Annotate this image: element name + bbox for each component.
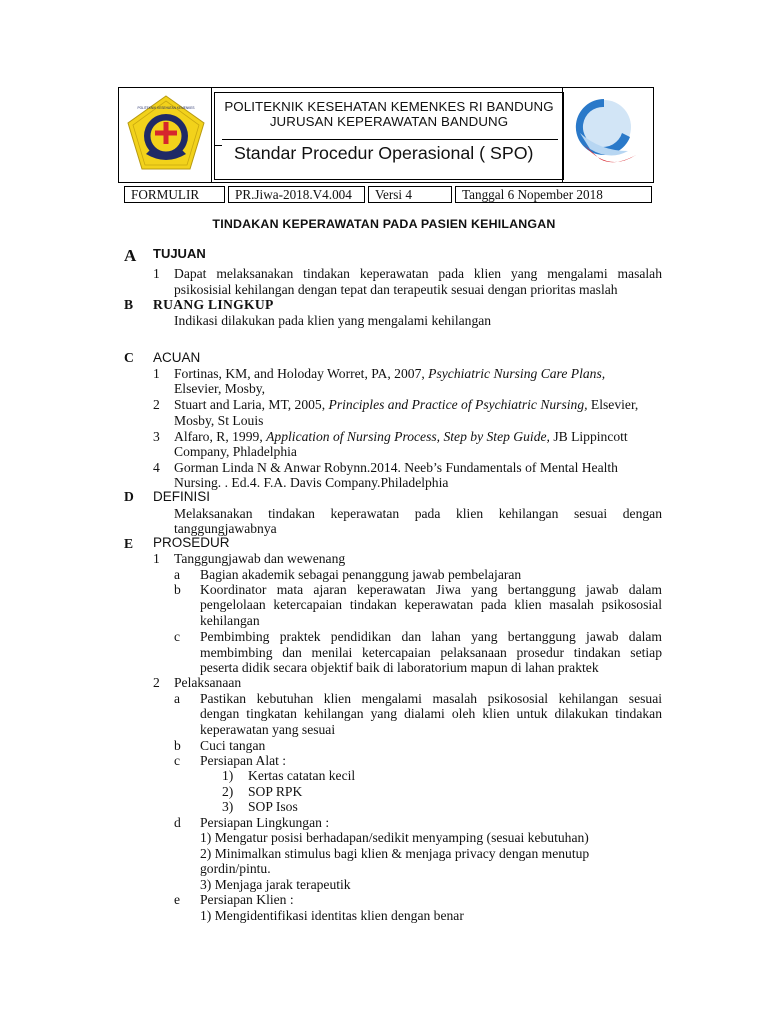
document-date: Tanggal 6 Nopember 2018	[455, 186, 652, 203]
text-line: keperawatan yang sesuai	[200, 722, 336, 737]
text-line: Melaksanakan tindakan keperawatan pada klien kehilangan sesuai dengan	[174, 506, 662, 521]
text-line: kehilangan	[200, 613, 260, 628]
reference-1	[174, 366, 605, 382]
ruang-lingkup-text: Indikasi dilakukan pada klien yang mengalami kehilangan	[174, 313, 492, 328]
ref-author: Fortinas, KM, and Holoday Worret, PA, 2007,	[174, 366, 429, 381]
tool-number: 1)	[222, 768, 234, 783]
reference-2-line2: Mosby, St Louis	[174, 413, 264, 428]
procedure-step-2: Pelaksanaan	[174, 675, 242, 690]
reference-2	[174, 397, 638, 413]
list-marker: c	[174, 753, 181, 768]
section-heading-prosedur: PROSEDUR	[153, 535, 230, 550]
text-line: gordin/pintu.	[200, 861, 271, 876]
text-line: Pastikan kebutuhan klien mengalami masalah psikososial kehilangan sesuai	[200, 691, 662, 706]
list-marker: a	[174, 567, 181, 582]
section-letter-b: B	[124, 297, 134, 312]
ref-publisher: JB Lippincott	[549, 429, 628, 444]
ref-publisher: Elsevier,	[587, 397, 639, 412]
text-line: tanggungjawabnya	[174, 521, 277, 536]
reference-3	[174, 429, 628, 445]
document-code: PR.Jiwa-2018.V4.004	[228, 186, 365, 203]
list-number: 4	[153, 460, 160, 475]
institution-name: POLITEKNIK KESEHATAN KEMENKES RI BANDUNG	[224, 99, 554, 114]
ref-author: Alfaro, R, 1999,	[174, 429, 267, 444]
list-number: 1	[153, 266, 160, 281]
document-title: TINDAKAN KEPERAWATAN PADA PASIEN KEHILANGAN	[212, 217, 556, 231]
tool-item: SOP Isos	[248, 799, 298, 814]
text-line-justified	[200, 706, 662, 722]
definisi-text	[174, 506, 662, 522]
ref-author: Stuart and Laria, MT, 2005,	[174, 397, 329, 412]
section-letter-e: E	[124, 536, 134, 551]
reference-4	[174, 460, 618, 476]
text-line: 3) Menjaga jarak terapeutik	[200, 877, 351, 892]
list-marker: c	[174, 629, 181, 644]
text-line-justified	[200, 597, 662, 613]
text-line: Persiapan Lingkungan :	[200, 815, 330, 830]
text-line-justified	[200, 691, 662, 707]
tool-number: 2)	[222, 784, 234, 799]
list-number: 3	[153, 429, 160, 444]
section-heading-definisi: DEFINISI	[153, 489, 211, 504]
institution-box-notch	[214, 139, 222, 146]
text-line: 1) Mengidentifikasi identitas klien dengan benar	[200, 908, 464, 923]
text-line-justified	[200, 629, 662, 645]
section-heading-ruang-lingkup: RUANG LINGKUP	[153, 297, 274, 312]
procedure-step-1: Tanggungjawab dan wewenang	[174, 551, 346, 566]
list-marker: b	[174, 582, 181, 597]
list-marker: b	[174, 738, 181, 753]
text-line: Bagian akademik sebagai penanggung jawab pembelajaran	[200, 567, 522, 582]
tujuan-item-1	[174, 266, 662, 282]
section-letter-d: D	[124, 489, 134, 504]
swoosh-logo	[570, 93, 640, 177]
list-number: 1	[153, 366, 160, 381]
reference-3-line2: Company, Phladelphia	[174, 444, 297, 459]
text-line: pengelolaan ketercapaian tindakan keperawatan pada klien masalah psikososial	[200, 597, 662, 612]
text-line: Persiapan Klien :	[200, 892, 294, 907]
text-line: Dapat melaksanakan tindakan keperawatan pada klien yang mengalami masalah	[174, 266, 662, 281]
list-marker: e	[174, 892, 181, 907]
poltekkes-logo	[120, 92, 212, 180]
institution-box-divider	[222, 139, 558, 140]
section-heading-tujuan: TUJUAN	[153, 246, 206, 261]
logo-text-bottom: BANDUNG	[157, 159, 175, 164]
form-label: FORMULIR	[124, 186, 225, 203]
list-number: 2	[153, 397, 160, 412]
version: Versi 4	[368, 186, 452, 203]
section-letter-a: A	[124, 246, 137, 265]
reference-1-line2: Elsevier, Mosby,	[174, 381, 266, 396]
text-line-justified	[200, 645, 662, 661]
tool-item: Kertas catatan kecil	[248, 768, 356, 783]
text-line: Persiapan Alat :	[200, 753, 287, 768]
text-line: membimbing dan menilai ketercapaian pelaksanaan prosedur tindakan setiap	[200, 645, 662, 660]
text-line: 2) Minimalkan stimulus bagi klien & menjaga privacy dengan menutup	[200, 846, 590, 861]
reference-4-line2: Nursing. . Ed.4. F.A. Davis Company.Philadelphia	[174, 475, 449, 490]
list-number: 2	[153, 675, 160, 690]
text-line-justified	[200, 582, 662, 598]
text-line: dengan tingkatan kehilangan yang dialami oleh klien untuk dilakukan tindakan	[200, 706, 662, 721]
department-name: JURUSAN KEPERAWATAN BANDUNG	[269, 114, 509, 129]
list-marker: a	[174, 691, 181, 706]
text-line: psikosisial kehilangan dengan tepat dan terapeutik sesuai dengan prioritas maslah	[174, 282, 618, 297]
ref-title: Psychiatric Nursing Care Plans,	[428, 366, 606, 381]
text-line: Pembimbing praktek pendidikan dan lahan yang bertanggung jawab dalam	[200, 629, 662, 644]
section-letter-c: C	[124, 350, 134, 365]
tool-number: 3)	[222, 799, 234, 814]
text-line: 1) Mengatur posisi berhadapan/sedikit menyamping (sesuai kebutuhan)	[200, 830, 589, 845]
section-heading-acuan: ACUAN	[153, 350, 201, 365]
tool-item: SOP RPK	[248, 784, 303, 799]
ref-title: Principles and Practice of Psychiatric Nursing,	[328, 397, 588, 412]
ref-author: Gorman Linda N & Anwar Robynn.2014. Neeb’s Fundamentals of Mental Health	[174, 460, 618, 475]
list-marker: d	[174, 815, 181, 830]
logo-text-top: POLITEKNIK KESEHATAN KEMENKES	[137, 106, 195, 110]
ref-title: Application of Nursing Process, Step by Step Guide,	[266, 429, 550, 444]
list-number: 1	[153, 551, 160, 566]
text-line: Cuci tangan	[200, 738, 266, 753]
text-line: peserta didik secara objektif baik di laboratorium mapun di lahan praktek	[200, 660, 599, 675]
spo-heading: Standar Procedur Operasional ( SPO)	[234, 143, 534, 163]
text-line: Koordinator mata ajaran keperawatan Jiwa yang bertanggung jawab dalam	[200, 582, 662, 597]
